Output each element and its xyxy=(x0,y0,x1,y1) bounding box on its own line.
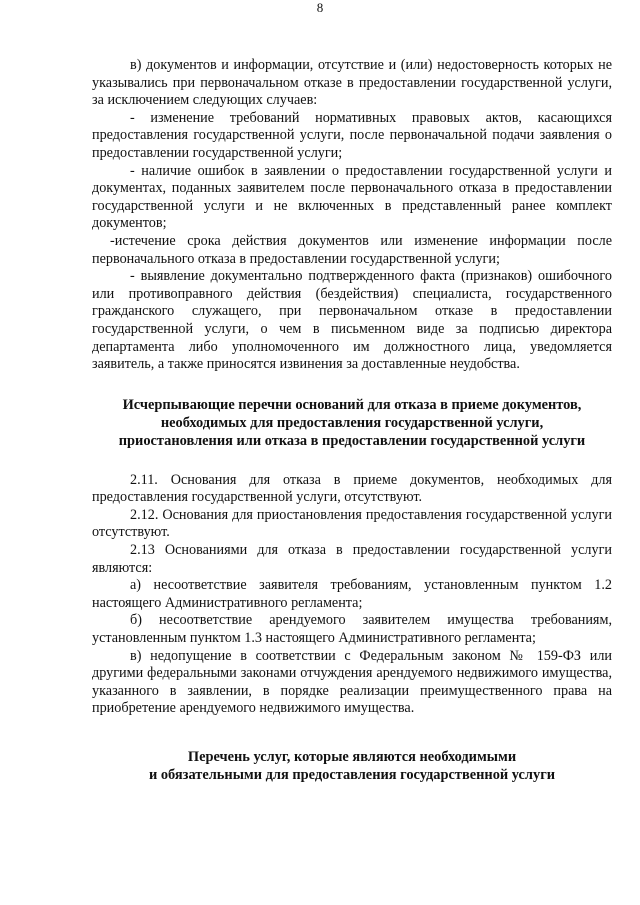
paragraph-v-2: в) недопущение в соответствии с Федеральным законом № 159-ФЗ или другими федеральными законами отчуждения арендуемого недвижимого имущества, указанного в заявлении, в порядке реализации преимущественного права на приобретение арендуемого недвижимого имущества. xyxy=(92,647,612,717)
paragraph-v: в) документов и информации, отсутствие и (или) недостоверность которых не указывались при первоначальном отказе в предоставлении государственной услуги, за исключением следующих случаев: xyxy=(92,57,612,109)
paragraph-a: а) несоответствие заявителя требованиям, установленным пунктом 1.2 настоящего Административного регламента; xyxy=(92,577,612,611)
document-body xyxy=(92,57,612,784)
section-heading2-line-2: и обязательными для предоставления государственной услуги xyxy=(148,767,556,783)
page-number: 8 xyxy=(316,0,324,15)
paragraph-change-requirements: - изменение требований нормативных правовых актов, касающихся предоставления государственной услуги, после первоначальной подачи заявления о предоставлении государственной услуги; xyxy=(92,109,612,161)
paragraph-errors-in-application: - наличие ошибок в заявлении о предоставлении государственной услуги и документах, поданных заявителем после первоначального отказа в предоставлении государственной услуги и не включенных в представленный ранее комплект документов; xyxy=(92,162,612,232)
paragraph-expiry: -истечение срока действия документов или изменение информации после первоначального отказа в предоставлении государственной услуги; xyxy=(92,232,612,267)
section-heading2-line-1: Перечень услуг, которые являются необходимыми xyxy=(187,749,517,765)
section-heading-line-1: Исчерпывающие перечни оснований для отказа в приеме документов, xyxy=(122,396,582,413)
section-heading-line-3: приостановления или отказа в предоставлении государственной услуги xyxy=(118,432,586,449)
paragraph-detection: - выявление документально подтвержденного факта (признаков) ошибочного или противоправного действия (бездействия) специалиста, государственного гражданского служащего, при первоначальном отказе в предоставлении государственной услуги, о чем в письменном виде за подписью директора департамента либо уполномоченного им должностного лица, уведомляется заявитель, а также приносятся извинения за доставленные неудобства. xyxy=(92,268,612,373)
paragraph-b: б) несоответствие арендуемого заявителем имущества требованиям, установленным пунктом 1.3 настоящего Административного регламента; xyxy=(92,612,612,647)
paragraph-2-11: 2.11. Основания для отказа в приеме документов, необходимых для предоставления государственной услуги, отсутствуют. xyxy=(92,471,612,506)
paragraph-2-12: 2.12. Основания для приостановления предоставления государственной услуги отсутствуют. xyxy=(92,506,612,541)
section-heading-line-2: необходимых для предоставления государственной услуги, xyxy=(160,414,544,431)
paragraph-2-13: 2.13 Основаниями для отказа в предоставлении государственной услуги являются: xyxy=(92,542,612,576)
